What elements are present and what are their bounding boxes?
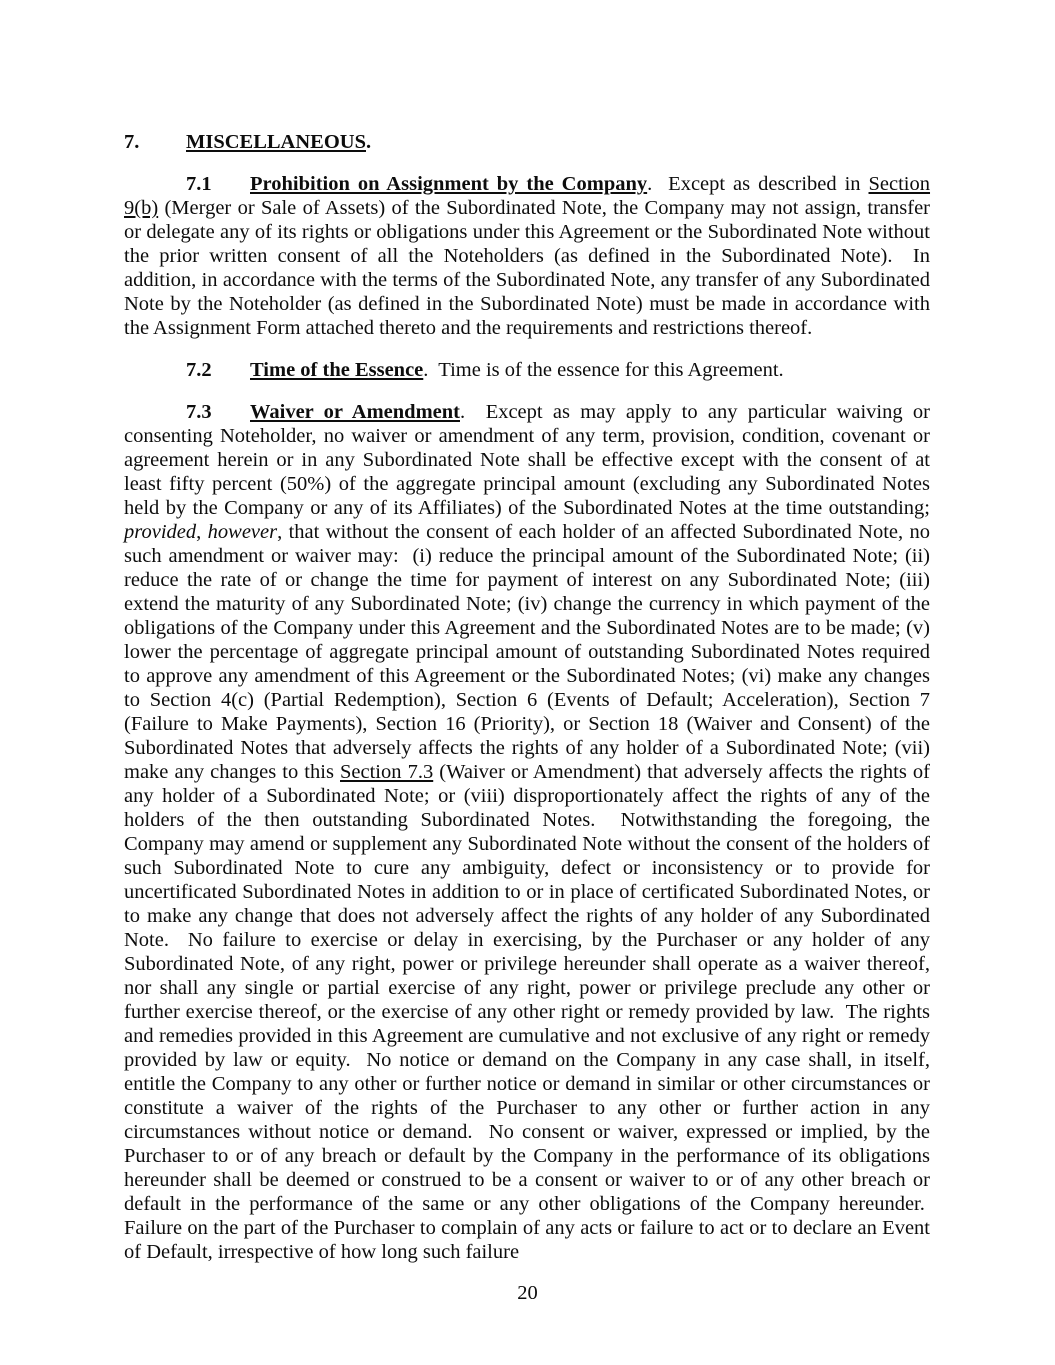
section-7-1-paragraph bbox=[124, 172, 930, 340]
section-7-heading bbox=[124, 130, 930, 154]
text-run: , that without the consent of each holder of an affected Subordinated Note, no such amendment or waiver may: (i) reduce the principal amount of the Subordinated Note; (ii) reduce the rate of or change the time for payment of interest on any Subordinated Note; (iii) extend the maturity of any Subordinated Note; (iv) change the currency in which payment of the obligations of the Company under this Agreement and the Subordinated Notes are to be made; (v) lower the percentage of aggregate principal amount of outstanding Subordinated Notes required to approve any amendment of this Agreement or the Subordinated Notes; (vi) make any changes to Section 4(c) (Partial Redemption), Section 6 (Events of Default; Acceleration), Section 7 (Failure to Make Payments), Section 16 (Priority), or Section 18 (Waiver and Consent) of the Subordinated Notes that adversely affects the rights of any holder of a Subordinated Note; (vii) make any changes to this bbox=[124, 521, 931, 783]
text-run: MISCELLANEOUS bbox=[186, 131, 366, 153]
text-run: . Except as may apply to any particular waiving or consenting Noteholder, no waiver or amendment of any term, provision, condition, covenant or agreement herein or in any Subordinated Note shall be effective except with the consent of at least fifty percent (50%) of the aggregate principal amount (excluding any Subordinated Notes held by the Company or any of its Affiliates) of the Subordinated Notes at the time outstanding; bbox=[124, 401, 930, 519]
page-number: 20 bbox=[517, 1282, 538, 1304]
text-run: , bbox=[196, 521, 208, 543]
text-run: 7. bbox=[124, 131, 140, 153]
text-run: Prohibition on Assignment by the Company bbox=[250, 173, 648, 195]
text-run: . Time is of the essence for this Agreement. bbox=[423, 359, 784, 381]
text-run: (Waiver or Amendment) that adversely affects the rights of any holder of a Subordinated Note; or (viii) disproportionately affect the rights of any of the holders of the then outstanding Subordinated Notes. Notwithstanding the foregoing, the Company may amend or supplement any Subordinated Note without the consent of the holders of such Subordinated Note to cure any ambiguity, defect or inconsistency or to provide for uncertificated Subordinated Notes in addition to or in place of certificated Subordinated Notes, or to make any change that does not adversely affect the rights of any holder of any Subordinated Note. No failure to exercise or delay in exercising, by the Purchaser or any holder of any Subordinated Note, of any right, power or privilege hereunder shall operate as a waiver thereof, nor shall any single or partial exercise of any right, power or privilege preclude any other or further exercise thereof, or the exercise of any other right or remedy provided by law. The rights and remedies provided in this Agreement are cumulative and not exclusive of any right or remedy provided by law or equity. No notice or demand on the Company in any case shall, in itself, entitle the Company to any other or further notice or demand in similar or other circumstances or constitute a waiver of the rights of the Purchaser to any other or further action in any circumstances without notice or demand. No consent or waiver, expressed or implied, by the Purchaser to or of any breach or default by the Company in the performance of its obligations hereunder shall be deemed or construed to be a consent or waiver to or of any other breach or default in the performance of the same or any other obligations of the Company hereunder. Failure on the part of the Purchaser to complain of any acts or failure to act or to declare an Event of Default, irrespective of how long such failure bbox=[124, 761, 930, 1263]
text-run: Section 7.3 bbox=[340, 761, 434, 783]
text-run: however bbox=[207, 521, 278, 543]
text-run: 7.3 bbox=[186, 401, 212, 423]
text-run: Waiver or Amendment bbox=[250, 401, 460, 423]
text-run: 7.2 bbox=[186, 359, 212, 381]
text-run: 7.1 bbox=[186, 173, 212, 195]
text-run: (Merger or Sale of Assets) of the Subordinated Note, the Company may not assign, transfer or delegate any of its rights or obligations under this Agreement or the Subordinated Note without the prior written consent of all the Noteholders (as defined in the Subordinated Note). In addition, in accordance with the terms of the Subordinated Note, any transfer of any Subordinated Note by the Noteholder (as defined in the Subordinated Note) must be made in accordance with the Assignment Form attached thereto and the requirements and restrictions thereof. bbox=[124, 197, 930, 339]
text-run: Section 9(b) bbox=[124, 173, 931, 219]
document-body bbox=[124, 130, 930, 1264]
text-run: provided bbox=[124, 521, 197, 543]
text-run: . bbox=[366, 131, 372, 153]
section-7-2-paragraph bbox=[124, 358, 930, 382]
section-7-3-paragraph bbox=[124, 400, 930, 1264]
text-run: . Except as described in bbox=[647, 173, 869, 195]
text-run: Time of the Essence bbox=[250, 359, 424, 381]
